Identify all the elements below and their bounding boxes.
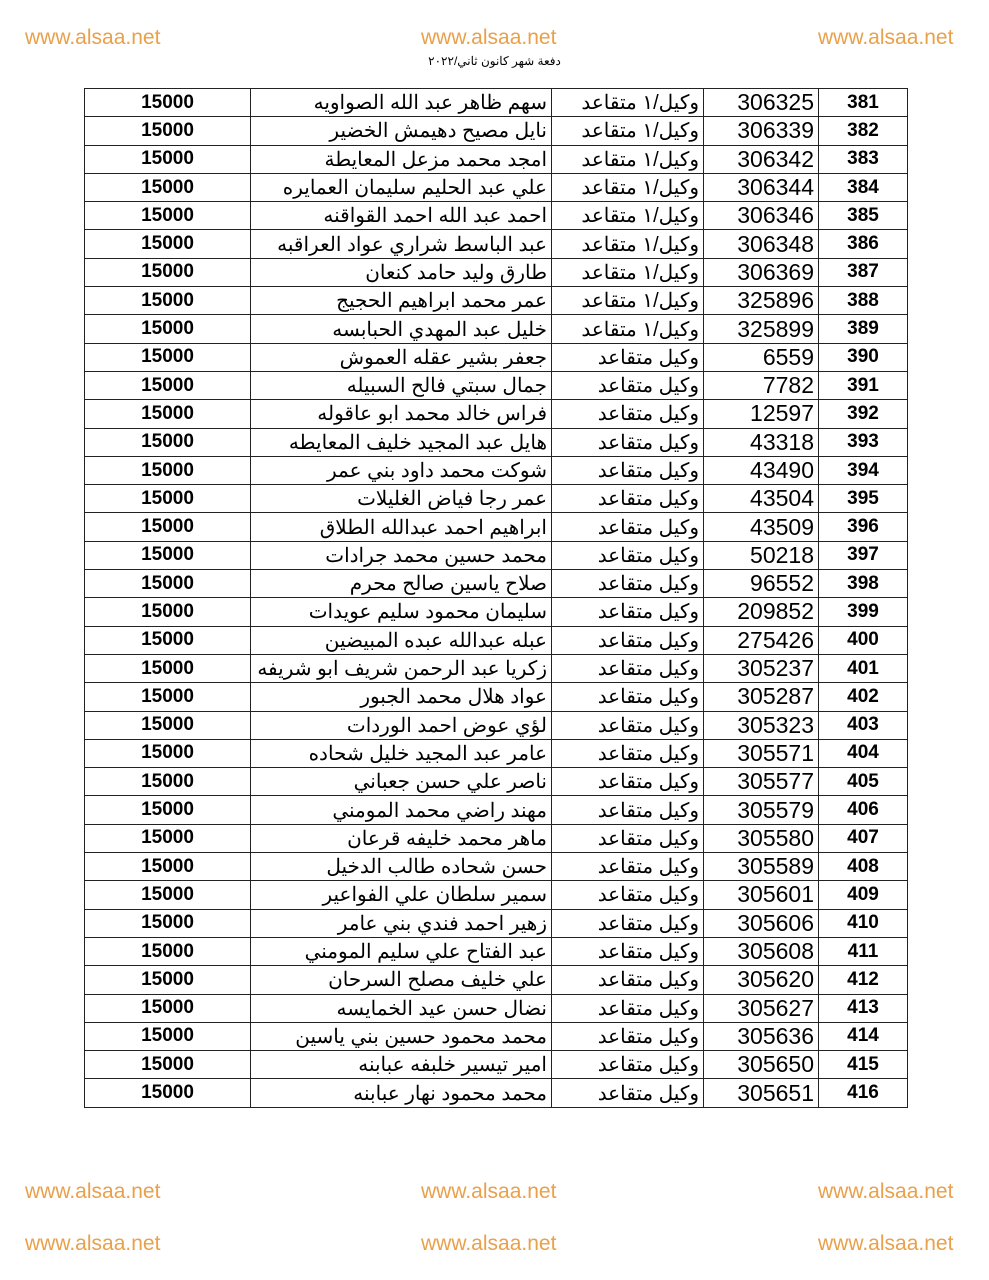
table-row [85,626,908,654]
table-row [85,230,908,258]
type-cell: وكيل متقاعد [552,654,704,682]
name-cell: عمر رجا فياض الغليلات [251,485,552,513]
amount-cell: 15000 [85,1079,251,1107]
type-cell: وكيل متقاعد [552,371,704,399]
id-cell: 305601 [704,881,819,909]
name-cell: خليل عبد المهدي الحبابسه [251,315,552,343]
id-cell: 306369 [704,258,819,286]
row-number-cell: 406 [819,796,908,824]
row-number-cell: 399 [819,598,908,626]
id-cell: 306344 [704,173,819,201]
row-number-cell: 391 [819,371,908,399]
row-number-cell: 393 [819,428,908,456]
type-cell: وكيل/١ متقاعد [552,117,704,145]
name-cell: عبد الباسط شراري عواد العراقبه [251,230,552,258]
type-cell: وكيل/١ متقاعد [552,230,704,258]
type-cell: وكيل متقاعد [552,881,704,909]
row-number-cell: 416 [819,1079,908,1107]
row-number-cell: 386 [819,230,908,258]
name-cell: سهم ظاهر عبد الله الصواويه [251,89,552,117]
name-cell: عامر عبد المجيد خليل شحاده [251,739,552,767]
row-number-cell: 382 [819,117,908,145]
table-row [85,315,908,343]
table-row [85,711,908,739]
type-cell: وكيل/١ متقاعد [552,202,704,230]
amount-cell: 15000 [85,89,251,117]
table-row [85,513,908,541]
table-row [85,824,908,852]
table-row [85,258,908,286]
id-cell: 306339 [704,117,819,145]
watermark: www.alsaa.net [421,1180,557,1203]
amount-cell: 15000 [85,768,251,796]
name-cell: محمد محمود نهار عبابنه [251,1079,552,1107]
amount-cell: 15000 [85,739,251,767]
row-number-cell: 390 [819,343,908,371]
table-row [85,428,908,456]
amount-cell: 15000 [85,1022,251,1050]
id-cell: 305651 [704,1079,819,1107]
amount-cell: 15000 [85,853,251,881]
name-cell: ابراهيم احمد عبدالله الطلاق [251,513,552,541]
row-number-cell: 409 [819,881,908,909]
name-cell: هايل عبد المجيد خليف المعايطه [251,428,552,456]
name-cell: امجد محمد مزعل المعايطة [251,145,552,173]
row-number-cell: 403 [819,711,908,739]
table-row [85,456,908,484]
watermark: www.alsaa.net [25,1180,161,1203]
id-cell: 305579 [704,796,819,824]
amount-cell: 15000 [85,1051,251,1079]
amount-cell: 15000 [85,400,251,428]
type-cell: وكيل متقاعد [552,400,704,428]
watermark: www.alsaa.net [818,1232,954,1255]
amount-cell: 15000 [85,117,251,145]
row-number-cell: 400 [819,626,908,654]
id-cell: 306348 [704,230,819,258]
type-cell: وكيل متقاعد [552,909,704,937]
name-cell: صلاح ياسين صالح محرم [251,570,552,598]
table-row [85,966,908,994]
row-number-cell: 401 [819,654,908,682]
table-row [85,570,908,598]
name-cell: محمد حسين محمد جرادات [251,541,552,569]
type-cell: وكيل متقاعد [552,1079,704,1107]
row-number-cell: 408 [819,853,908,881]
table-row [85,937,908,965]
table-row [85,541,908,569]
amount-cell: 15000 [85,683,251,711]
row-number-cell: 410 [819,909,908,937]
amount-cell: 15000 [85,230,251,258]
row-number-cell: 389 [819,315,908,343]
type-cell: وكيل متقاعد [552,711,704,739]
id-cell: 305589 [704,853,819,881]
row-number-cell: 381 [819,89,908,117]
row-number-cell: 411 [819,937,908,965]
amount-cell: 15000 [85,428,251,456]
table-row [85,853,908,881]
id-cell: 7782 [704,371,819,399]
name-cell: مهند راضي محمد المومني [251,796,552,824]
type-cell: وكيل متقاعد [552,513,704,541]
id-cell: 43504 [704,485,819,513]
name-cell: جمال سبتي فالح السبيله [251,371,552,399]
type-cell: وكيل/١ متقاعد [552,173,704,201]
id-cell: 305571 [704,739,819,767]
table-row [85,768,908,796]
type-cell: وكيل/١ متقاعد [552,145,704,173]
row-number-cell: 392 [819,400,908,428]
amount-cell: 15000 [85,315,251,343]
table-row [85,598,908,626]
amount-cell: 15000 [85,145,251,173]
id-cell: 325899 [704,315,819,343]
row-number-cell: 397 [819,541,908,569]
id-cell: 306346 [704,202,819,230]
type-cell: وكيل متقاعد [552,343,704,371]
table-row [85,1022,908,1050]
name-cell: شوكت محمد داود بني عمر [251,456,552,484]
name-cell: ناصر علي حسن جعباني [251,768,552,796]
name-cell: امير تيسير خلبفه عبابنه [251,1051,552,1079]
type-cell: وكيل متقاعد [552,598,704,626]
name-cell: عمر محمد ابراهيم الحجيج [251,287,552,315]
amount-cell: 15000 [85,287,251,315]
watermark: www.alsaa.net [421,1232,557,1255]
table-row [85,739,908,767]
type-cell: وكيل متقاعد [552,541,704,569]
type-cell: وكيل متقاعد [552,570,704,598]
id-cell: 43318 [704,428,819,456]
amount-cell: 15000 [85,371,251,399]
amount-cell: 15000 [85,909,251,937]
id-cell: 325896 [704,287,819,315]
amount-cell: 15000 [85,173,251,201]
id-cell: 50218 [704,541,819,569]
amount-cell: 15000 [85,513,251,541]
name-cell: زكريا عبد الرحمن شريف ابو شريفه [251,654,552,682]
watermark: www.alsaa.net [25,26,161,49]
table-row [85,994,908,1022]
amount-cell: 15000 [85,881,251,909]
amount-cell: 15000 [85,937,251,965]
type-cell: وكيل متقاعد [552,626,704,654]
amount-cell: 15000 [85,711,251,739]
id-cell: 305237 [704,654,819,682]
table-row [85,173,908,201]
row-number-cell: 395 [819,485,908,513]
row-number-cell: 398 [819,570,908,598]
id-cell: 305606 [704,909,819,937]
type-cell: وكيل متقاعد [552,796,704,824]
id-cell: 305287 [704,683,819,711]
id-cell: 305580 [704,824,819,852]
table-row [85,881,908,909]
table-row [85,343,908,371]
type-cell: وكيل متقاعد [552,937,704,965]
name-cell: جعفر بشير عقله العموش [251,343,552,371]
table-row [85,371,908,399]
amount-cell: 15000 [85,570,251,598]
name-cell: زهير احمد فندي بني عامر [251,909,552,937]
name-cell: عبله عبدالله عبده المبيضين [251,626,552,654]
name-cell: لؤي عوض احمد الوردات [251,711,552,739]
id-cell: 306325 [704,89,819,117]
table-row [85,654,908,682]
watermark: www.alsaa.net [421,26,557,49]
row-number-cell: 404 [819,739,908,767]
row-number-cell: 387 [819,258,908,286]
id-cell: 305650 [704,1051,819,1079]
name-cell: محمد محمود حسين بني ياسين [251,1022,552,1050]
type-cell: وكيل متقاعد [552,428,704,456]
row-number-cell: 407 [819,824,908,852]
type-cell: وكيل متقاعد [552,485,704,513]
id-cell: 306342 [704,145,819,173]
name-cell: حسن شحاده طالب الدخيل [251,853,552,881]
id-cell: 305627 [704,994,819,1022]
amount-cell: 15000 [85,994,251,1022]
amount-cell: 15000 [85,654,251,682]
type-cell: وكيل متقاعد [552,683,704,711]
amount-cell: 15000 [85,343,251,371]
amount-cell: 15000 [85,824,251,852]
amount-cell: 15000 [85,626,251,654]
id-cell: 275426 [704,626,819,654]
amount-cell: 15000 [85,456,251,484]
type-cell: وكيل متقاعد [552,739,704,767]
type-cell: وكيل متقاعد [552,768,704,796]
table-row [85,117,908,145]
row-number-cell: 388 [819,287,908,315]
row-number-cell: 385 [819,202,908,230]
type-cell: وكيل متقاعد [552,966,704,994]
name-cell: عواد هلال محمد الجبور [251,683,552,711]
type-cell: وكيل/١ متقاعد [552,89,704,117]
type-cell: وكيل/١ متقاعد [552,315,704,343]
amount-cell: 15000 [85,796,251,824]
id-cell: 12597 [704,400,819,428]
name-cell: طارق وليد حامد كنعان [251,258,552,286]
row-number-cell: 396 [819,513,908,541]
row-number-cell: 413 [819,994,908,1022]
table-row [85,202,908,230]
name-cell: احمد عبد الله احمد القواقنه [251,202,552,230]
id-cell: 305636 [704,1022,819,1050]
table-row [85,400,908,428]
id-cell: 43509 [704,513,819,541]
type-cell: وكيل/١ متقاعد [552,258,704,286]
amount-cell: 15000 [85,598,251,626]
row-number-cell: 383 [819,145,908,173]
id-cell: 96552 [704,570,819,598]
row-number-cell: 402 [819,683,908,711]
id-cell: 305323 [704,711,819,739]
id-cell: 43490 [704,456,819,484]
row-number-cell: 384 [819,173,908,201]
table-row [85,796,908,824]
row-number-cell: 394 [819,456,908,484]
amount-cell: 15000 [85,202,251,230]
name-cell: سليمان محمود سليم عويدات [251,598,552,626]
type-cell: وكيل/١ متقاعد [552,287,704,315]
amount-cell: 15000 [85,541,251,569]
table-row [85,683,908,711]
table-row [85,1079,908,1107]
table-row [85,89,908,117]
table-row [85,145,908,173]
watermark: www.alsaa.net [25,1232,161,1255]
amount-cell: 15000 [85,966,251,994]
type-cell: وكيل متقاعد [552,456,704,484]
amount-cell: 15000 [85,485,251,513]
row-number-cell: 405 [819,768,908,796]
watermark: www.alsaa.net [818,1180,954,1203]
page-subtitle: دفعة شهر كانون ثاني/٢٠٢٢ [428,54,561,68]
name-cell: علي عبد الحليم سليمان العمايره [251,173,552,201]
type-cell: وكيل متقاعد [552,853,704,881]
type-cell: وكيل متقاعد [552,824,704,852]
name-cell: نايل مصيح دهيمش الخضير [251,117,552,145]
type-cell: وكيل متقاعد [552,1022,704,1050]
name-cell: علي خليف مصلح السرحان [251,966,552,994]
table-row [85,909,908,937]
type-cell: وكيل متقاعد [552,994,704,1022]
name-cell: نضال حسن عيد الخمايسه [251,994,552,1022]
name-cell: ماهر محمد خليفه قرعان [251,824,552,852]
table-body [85,89,908,1108]
name-cell: عبد الفتاح علي سليم المومني [251,937,552,965]
amount-cell: 15000 [85,258,251,286]
id-cell: 305577 [704,768,819,796]
name-cell: فراس خالد محمد ابو عاقوله [251,400,552,428]
type-cell: وكيل متقاعد [552,1051,704,1079]
id-cell: 6559 [704,343,819,371]
id-cell: 209852 [704,598,819,626]
row-number-cell: 412 [819,966,908,994]
table-row [85,485,908,513]
table-row [85,1051,908,1079]
id-cell: 305608 [704,937,819,965]
watermark: www.alsaa.net [818,26,954,49]
payments-table [84,88,908,1108]
row-number-cell: 414 [819,1022,908,1050]
name-cell: سمير سلطان علي الفواعير [251,881,552,909]
id-cell: 305620 [704,966,819,994]
row-number-cell: 415 [819,1051,908,1079]
table-row [85,287,908,315]
